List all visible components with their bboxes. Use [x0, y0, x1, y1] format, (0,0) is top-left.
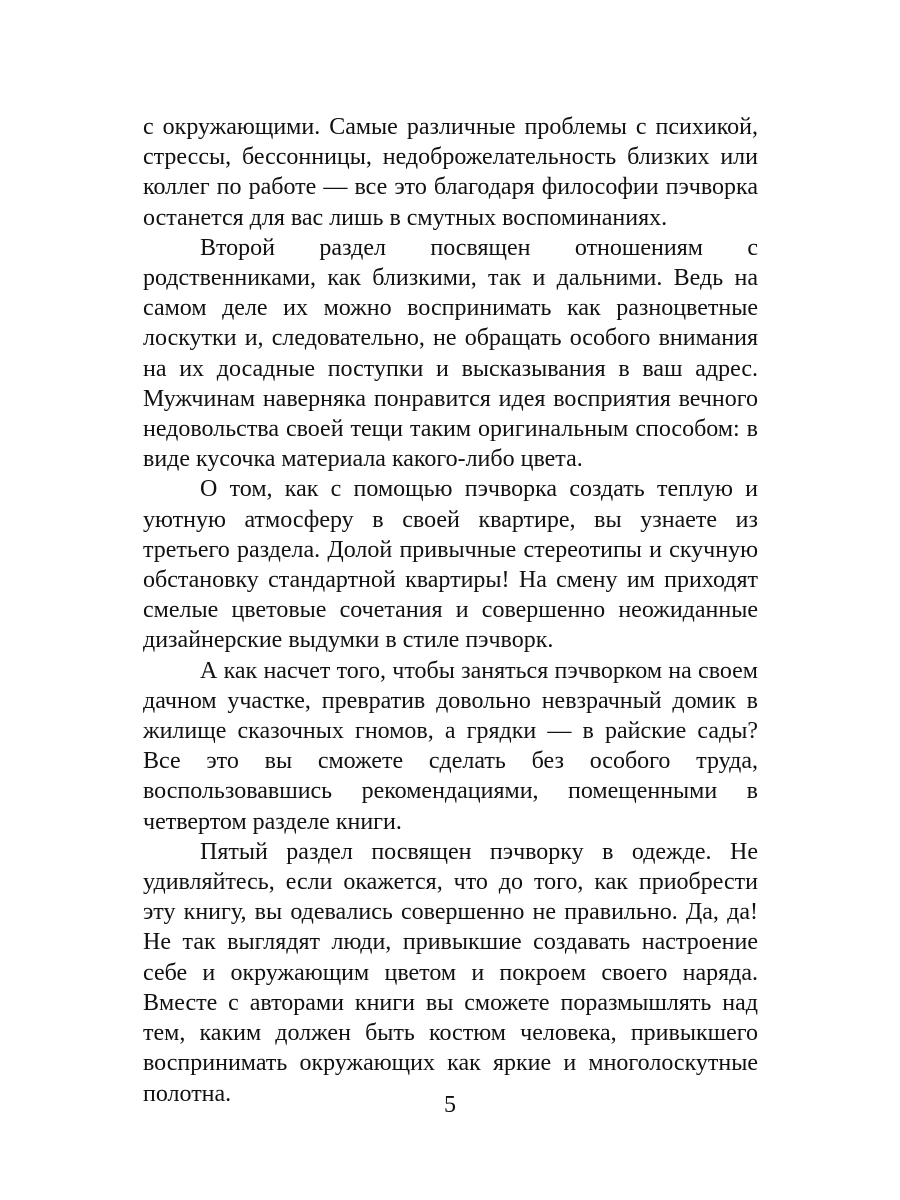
- paragraph-5-fifth-section: Пятый раздел посвящен пэчворку в одежде. Не удивляйтесь, если окажется, что до того, как приобрести эту книгу, вы одевались совершенно не правильно. Да, да! Не так выглядят люди, привыкшие создавать настроение себе и окружающим цветом и покроем своего наряда. Вместе с авторами книги вы сможете поразмышлять над тем, каким должен быть костюм человека, привыкшего воспринимать окружающих как яркие и многолоскутные полотна.: [143, 838, 758, 1107]
- body-text: [143, 112, 758, 1109]
- paragraph-3-third-section: О том, как с помощью пэчворка создать теплую и уютную атмосферу в своей квартире, вы узнаете из третьего раздела. Долой привычные стереотипы и скучную обстановку стандартной квартиры! На смену им приходят смелые цветовые сочетания и совершенно неожиданные дизайнерские выдумки в стиле пэчворк.: [143, 476, 758, 654]
- paragraph-1-continued: с окружающими. Самые различные проблемы с психикой, стрессы, бессонницы, недоброжелательность близких или коллег по работе — все это благодаря философии пэчворка останется для вас лишь в смутных воспоминаниях.: [143, 114, 758, 231]
- paragraph-2-second-section: Второй раздел посвящен отношениям с родственниками, как близкими, так и дальними. Ведь на самом деле их можно воспринимать как разноцветные лоскутки и, следовательно, не обращать особого внимания на их досадные поступки и высказывания в ваш адрес. Мужчинам наверняка понравится идея восприятия вечного недовольства своей тещи таким оригинальным способом: в виде кусочка материала какого-либо цвета.: [143, 234, 758, 473]
- page-number: 5: [444, 1092, 456, 1118]
- paragraph-4-fourth-section: А как насчет того, чтобы заняться пэчворком на своем дачном участке, превратив довольно невзрачный домик в жилище сказочных гномов, а грядки — в райские сады? Все это вы сможете сделать без особого труда, воспользовавшись рекомендациями, помещенными в четвертом разделе книги.: [143, 657, 758, 835]
